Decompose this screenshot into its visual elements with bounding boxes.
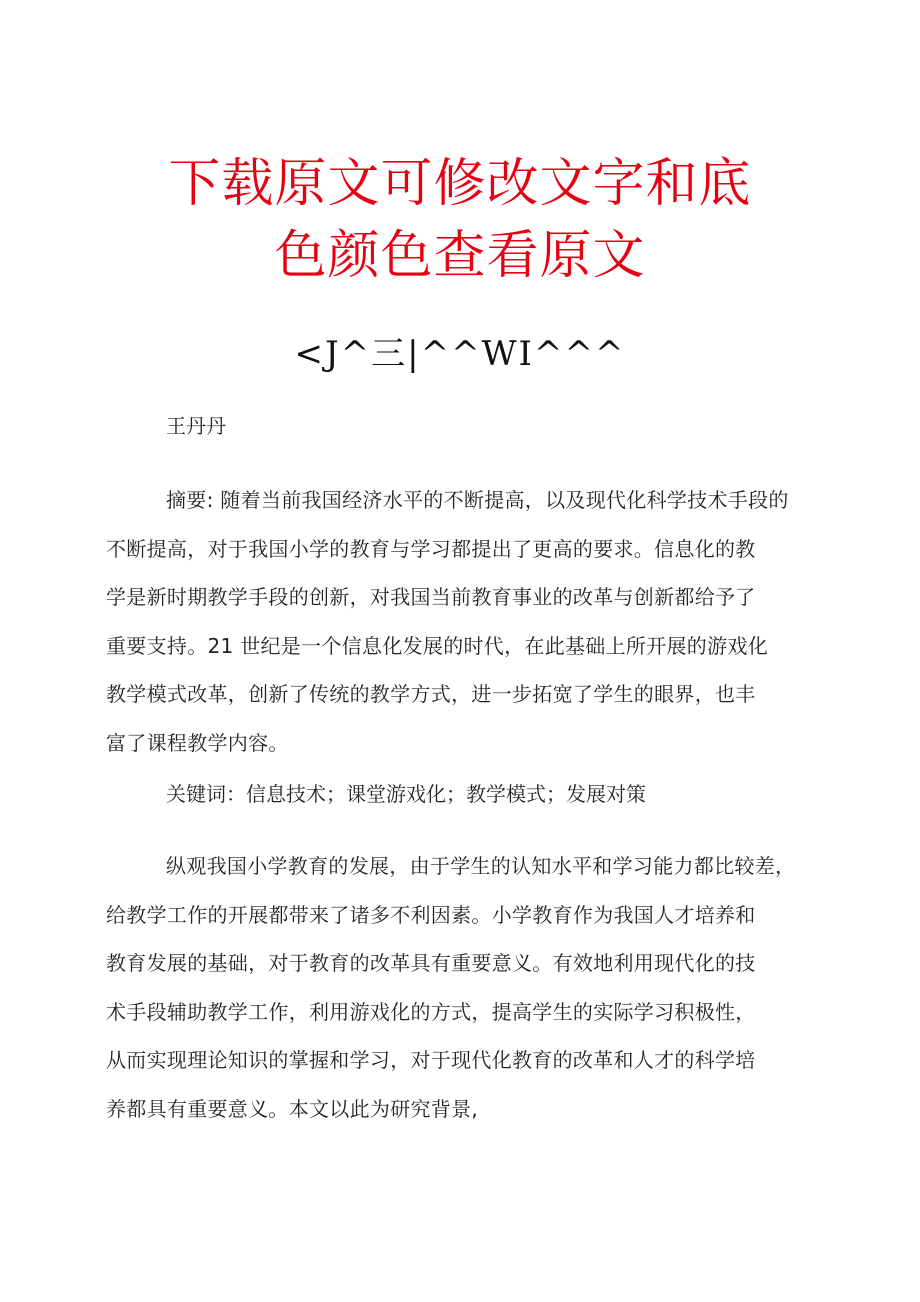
abstract-paragraph (106, 476, 790, 767)
banner-line-2: 色颜色查看原文 (274, 226, 646, 286)
keywords-line: 关键词：信息技术；课堂游戏化；教学模式；发展对策 (166, 782, 646, 806)
document-title: <J^三|^^WI^^^ (294, 334, 626, 374)
intro-line: 给教学工作的开展都带来了诸多不利因素。小学教育作为我国人才培养和 (106, 902, 756, 927)
abstract-line: 摘要: 随着当前我国经济水平的不断提高，以及现代化科学技术手段的 (166, 488, 789, 512)
author-name: 王丹丹 (166, 414, 226, 438)
abstract-line: 重要支持。21 世纪是一个信息化发展的时代，在此基础上所开展的游戏化 (106, 633, 769, 658)
intro-paragraph (106, 842, 796, 1133)
abstract-line: 学是新时期教学手段的创新，对我国当前教育事业的改革与创新都给予了 (106, 585, 756, 609)
intro-line: 养都具有重要意义。本文以此为研究背景, (106, 1096, 479, 1121)
download-banner[interactable] (0, 148, 920, 292)
intro-line: 教育发展的基础，对于教育的改革具有重要意义。有效地利用现代化的技 (106, 951, 756, 975)
intro-line: 纵观我国小学教育的发展，由于学生的认知水平和学习能力都比较差， (166, 854, 796, 878)
abstract-line: 不断提高，对于我国小学的教育与学习都提出了更高的要求。信息化的教 (106, 536, 756, 561)
intro-line: 从而实现理论知识的掌握和学习，对于现代化教育的改革和人才的科学培 (106, 1048, 756, 1072)
abstract-line: 教学模式改革，创新了传统的教学方式，进一步拓宽了学生的眼界，也丰 (106, 682, 756, 706)
intro-line: 术手段辅助教学工作，利用游戏化的方式，提高学生的实际学习积极性， (106, 999, 756, 1024)
banner-line-1: 下载原文可修改文字和底 (168, 154, 752, 214)
abstract-line: 富了课程教学内容。 (106, 730, 289, 755)
